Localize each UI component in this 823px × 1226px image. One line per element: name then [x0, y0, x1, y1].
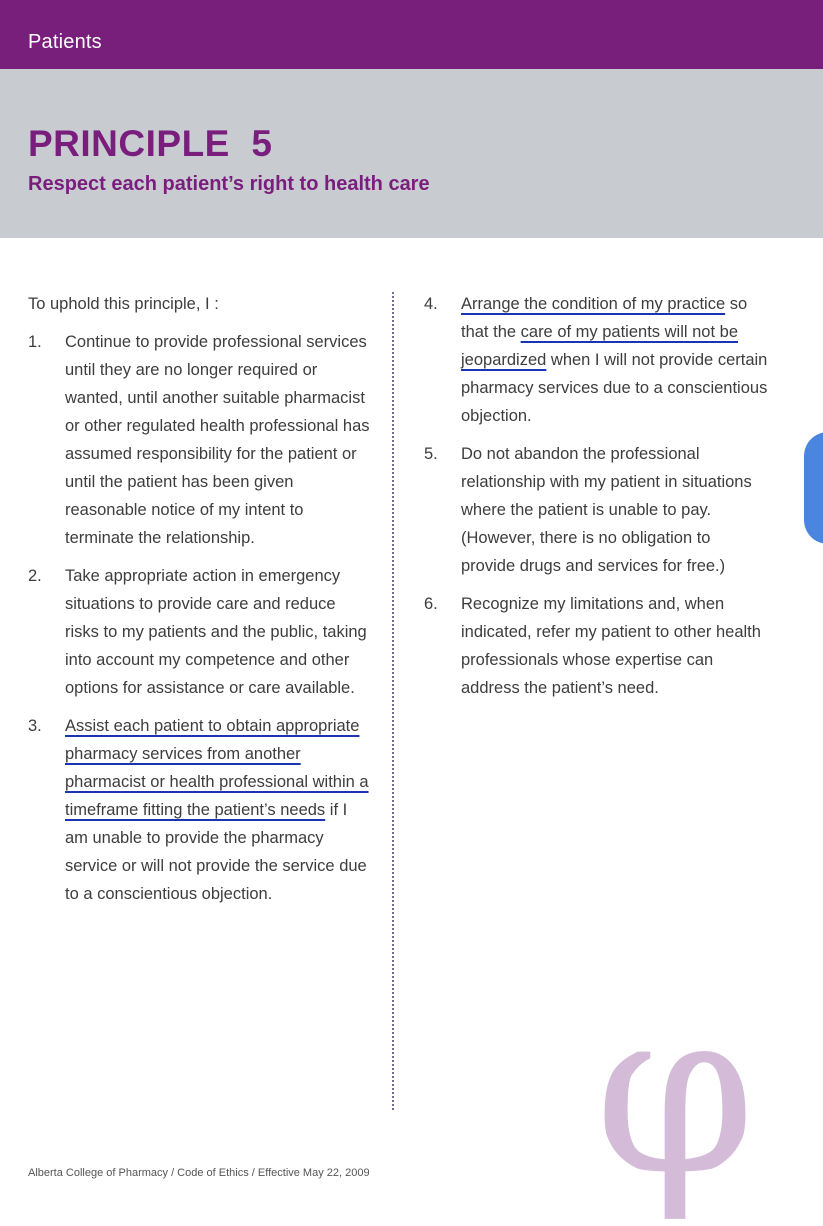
list-item — [28, 328, 373, 552]
item-number: 3. — [28, 717, 42, 735]
handwritten-underline-text: Assist each patient to obtain appropriate pharmacy services from another pharmacist or health professional within a timeframe fitting the patient’s needs — [65, 717, 369, 819]
intro-text: To uphold this principle, I : — [28, 295, 219, 313]
item-text: Do not abandon the professional relationship with my patient in situations where the patient is unable to pay. (However, there is no obligation to provide drugs and services for free.) — [461, 445, 752, 575]
item-number: 6. — [424, 595, 438, 613]
phi-icon: φ — [594, 959, 756, 1226]
footer-text: Alberta College of Pharmacy / Code of Ethics / Effective May 22, 2009 — [28, 1167, 370, 1179]
handwritten-underline-text: Arrange the condition of my practice — [461, 295, 726, 313]
item-number: 2. — [28, 567, 42, 585]
item-text: Take appropriate action in emergency situations to provide care and reduce risks to my patients and the public, taking into account my competence and other options for assistance or care available. — [65, 567, 367, 697]
blue-side-tab[interactable] — [804, 432, 823, 544]
list-item — [424, 290, 769, 430]
section-header-bar — [0, 0, 823, 69]
item-text — [461, 290, 769, 430]
section-title: Patients — [28, 31, 102, 53]
list-item — [28, 562, 373, 702]
item-number: 5. — [424, 445, 438, 463]
item-text: Recognize my limitations and, when indicated, refer my patient to other health professionals whose expertise can address the patient’s need. — [461, 595, 761, 697]
right-column — [424, 290, 769, 712]
principle-title: PRINCIPLE 5 — [28, 123, 273, 164]
item-number: 1. — [28, 333, 42, 351]
list-item — [28, 712, 373, 908]
item-text-rest: if I am unable to provide the pharmacy service or will not provide the service due to a conscientious objection. — [65, 801, 367, 903]
handwritten-underline-text: care of my patients will not be jeopardized — [461, 323, 738, 369]
item-text-rest: when I will not provide certain pharmacy services due to a conscientious objection. — [461, 351, 768, 425]
item-number: 4. — [424, 295, 438, 313]
left-column — [28, 290, 373, 918]
item-text — [65, 712, 373, 908]
list-item — [424, 590, 769, 702]
principle-subtitle: Respect each patient’s right to health care — [28, 173, 430, 195]
column-divider — [392, 292, 394, 1110]
principle-banner — [0, 69, 823, 238]
list-item — [424, 440, 769, 580]
item-text: Continue to provide professional services until they are no longer required or wanted, until another suitable pharmacist or other regulated health professional has assumed responsibility for the patient or until the patient has been given reasonable notice of my intent to terminate the relationship. — [65, 333, 370, 547]
item-text-middle: so that the — [461, 295, 748, 341]
